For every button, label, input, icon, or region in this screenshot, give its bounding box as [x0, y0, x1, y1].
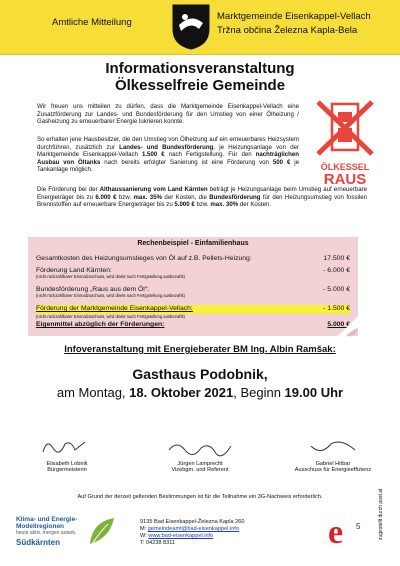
municipality-name-sl: Tržna občina Železna Kapla-Bela — [217, 25, 358, 36]
intro-paragraph-1: Wir freuen uns mitteilen zu dürfen, dass die Marktgemeinde Eisenkappel-Vellach eine Zusatzförderung zur Landes- und Bundesförderung für den Umstieg von einer Ölheizung / Gasheizung zu erneuerbarer Energie lukrieren konnte. — [37, 103, 299, 126]
header-bar — [0, 0, 400, 55]
e5-logo: e 5 — [328, 514, 361, 551]
signature-1-icon — [37, 436, 97, 458]
logo-text-line1: ÖLKESSEL — [320, 162, 370, 172]
intro-paragraph-2: So erhalten jene Hausbesitzer, die den Umstieg von Ölheizung auf ein erneuerbares Heizsystem durchführen, zusätzlich zur Landes- und Bundesförderung, je Heizungsanlage von der Marktgemeinde Eisenkappel-Vellach 1.500 € nach Fertigstellung. Für den nachträglichen Ausbau von Öltanks nach bereits erfolgter Sanierung ist eine Förderung von 500 € je Tankanlage möglich. — [37, 136, 300, 174]
municipality-name — [217, 10, 371, 38]
event-venue: Gasthaus Podobnik, — [132, 366, 268, 382]
signature-block-3: Gabriel Hribar Ausschuss für Energieeffizienz — [278, 436, 388, 474]
event-intro: Infoveranstaltung mit Energieberater BM Ing. Albin Ramšak: — [64, 344, 336, 355]
calculation-example-box: Rechenbeispiel - Einfamilienhaus Gesamtkosten des Heizungsumstieges von Öl auf z.B. Pellets-Heizung: 17.500 € Förderung Land Kärnten: (nicht rückzahlbarer Einmalzuschuss, wird direkt nach Fertigstellung ausbezahlt) - 6.000 € Bundesförderung „Raus aus dem Öl“: (nicht rückzahlbarer Einmalzuschuss, wird direkt nach Fertigstellung ausbezahlt) - 5.000 € Förderung der Marktgemeinde Eisenkappel-Vellach: - 1.500 € (nicht rückzahlbarer Einmalzuschuss, wird direkt nach Fertigstellung ausbezahlt) Eigenmittel abzüglich der Förderungen: 5.000 € — [28, 237, 358, 336]
signature-block-1: Elisabeth Lobnik Bürgermeisterin — [12, 436, 122, 474]
contact-info: 9135 Bad Eisenkappel-Železna Kapla 260 M: gemeindeamt@bad-eisenkappel.info W: www.bad-eisenkappel.info T: 04238 8311 — [140, 519, 245, 546]
municipality-name-de: Marktgemeinde Eisenkappel-Vellach — [217, 11, 371, 22]
signature-block-2: Jürgen Lamprecht Vizebgm. und Referent — [145, 436, 255, 474]
covid-note: Auf Grund der derzeit geltenden Bestimmungen ist für die Teilnahme ein 3G-Nachweis erforderlich. — [77, 494, 323, 500]
example-row-municipal: Förderung der Marktgemeinde Eisenkappel-Vellach: - 1.500 € — [36, 305, 350, 312]
intro-paragraph-3: Die Förderung bei der Althaussanierung vom Land Kärnten beträgt je Heizungsanlage beim Umstieg auf erneuerbare Energieträger bis zu 6.000 € bzw. max. 35% der Kosten, die Bundesförderung für den Heizungsumstieg von fossilen Brennstoffen auf erneuerbare Energieträger bis zu 5.000 € bzw. max. 30% der Kosten. — [37, 186, 368, 209]
postal-note: zugestellt durch post.at — [378, 488, 384, 540]
oelkessel-raus-logo — [306, 100, 384, 190]
page-curl-icon — [338, 316, 362, 340]
no-boiler-icon — [306, 100, 384, 156]
example-title: Rechenbeispiel - Einfamilienhaus — [137, 240, 249, 247]
municipality-crest-icon — [171, 3, 211, 51]
page-title-line2: Ölkesselfreie Gemeinde — [114, 77, 286, 94]
kem-leaf-icon — [88, 516, 116, 546]
email-link[interactable]: gemeindeamt@bad-eisenkappel.info — [147, 526, 239, 532]
event-date: am Montag, 18. Oktober 2021, Beginn 19.00 Uhr — [56, 385, 344, 400]
kem-suedkaernten-logo: Klima- und Energie- Modellregionen heute aktiv. morgen autark. Südkärnten — [16, 516, 116, 558]
signature-3-icon — [303, 436, 363, 458]
website-link[interactable]: www.bad-eisenkappel.info — [148, 533, 214, 539]
official-notice-label: Amtliche Mitteilung — [52, 17, 132, 28]
example-row-municipal-note: (nicht rückzahlbarer Einmalzuschuss, wird direkt nach Fertigstellung ausbezahlt) — [36, 314, 185, 319]
logo-text-line2: RAUS — [323, 171, 367, 188]
signature-2-icon — [165, 436, 235, 458]
page-title-line1: Informationsveranstaltung — [105, 60, 295, 77]
